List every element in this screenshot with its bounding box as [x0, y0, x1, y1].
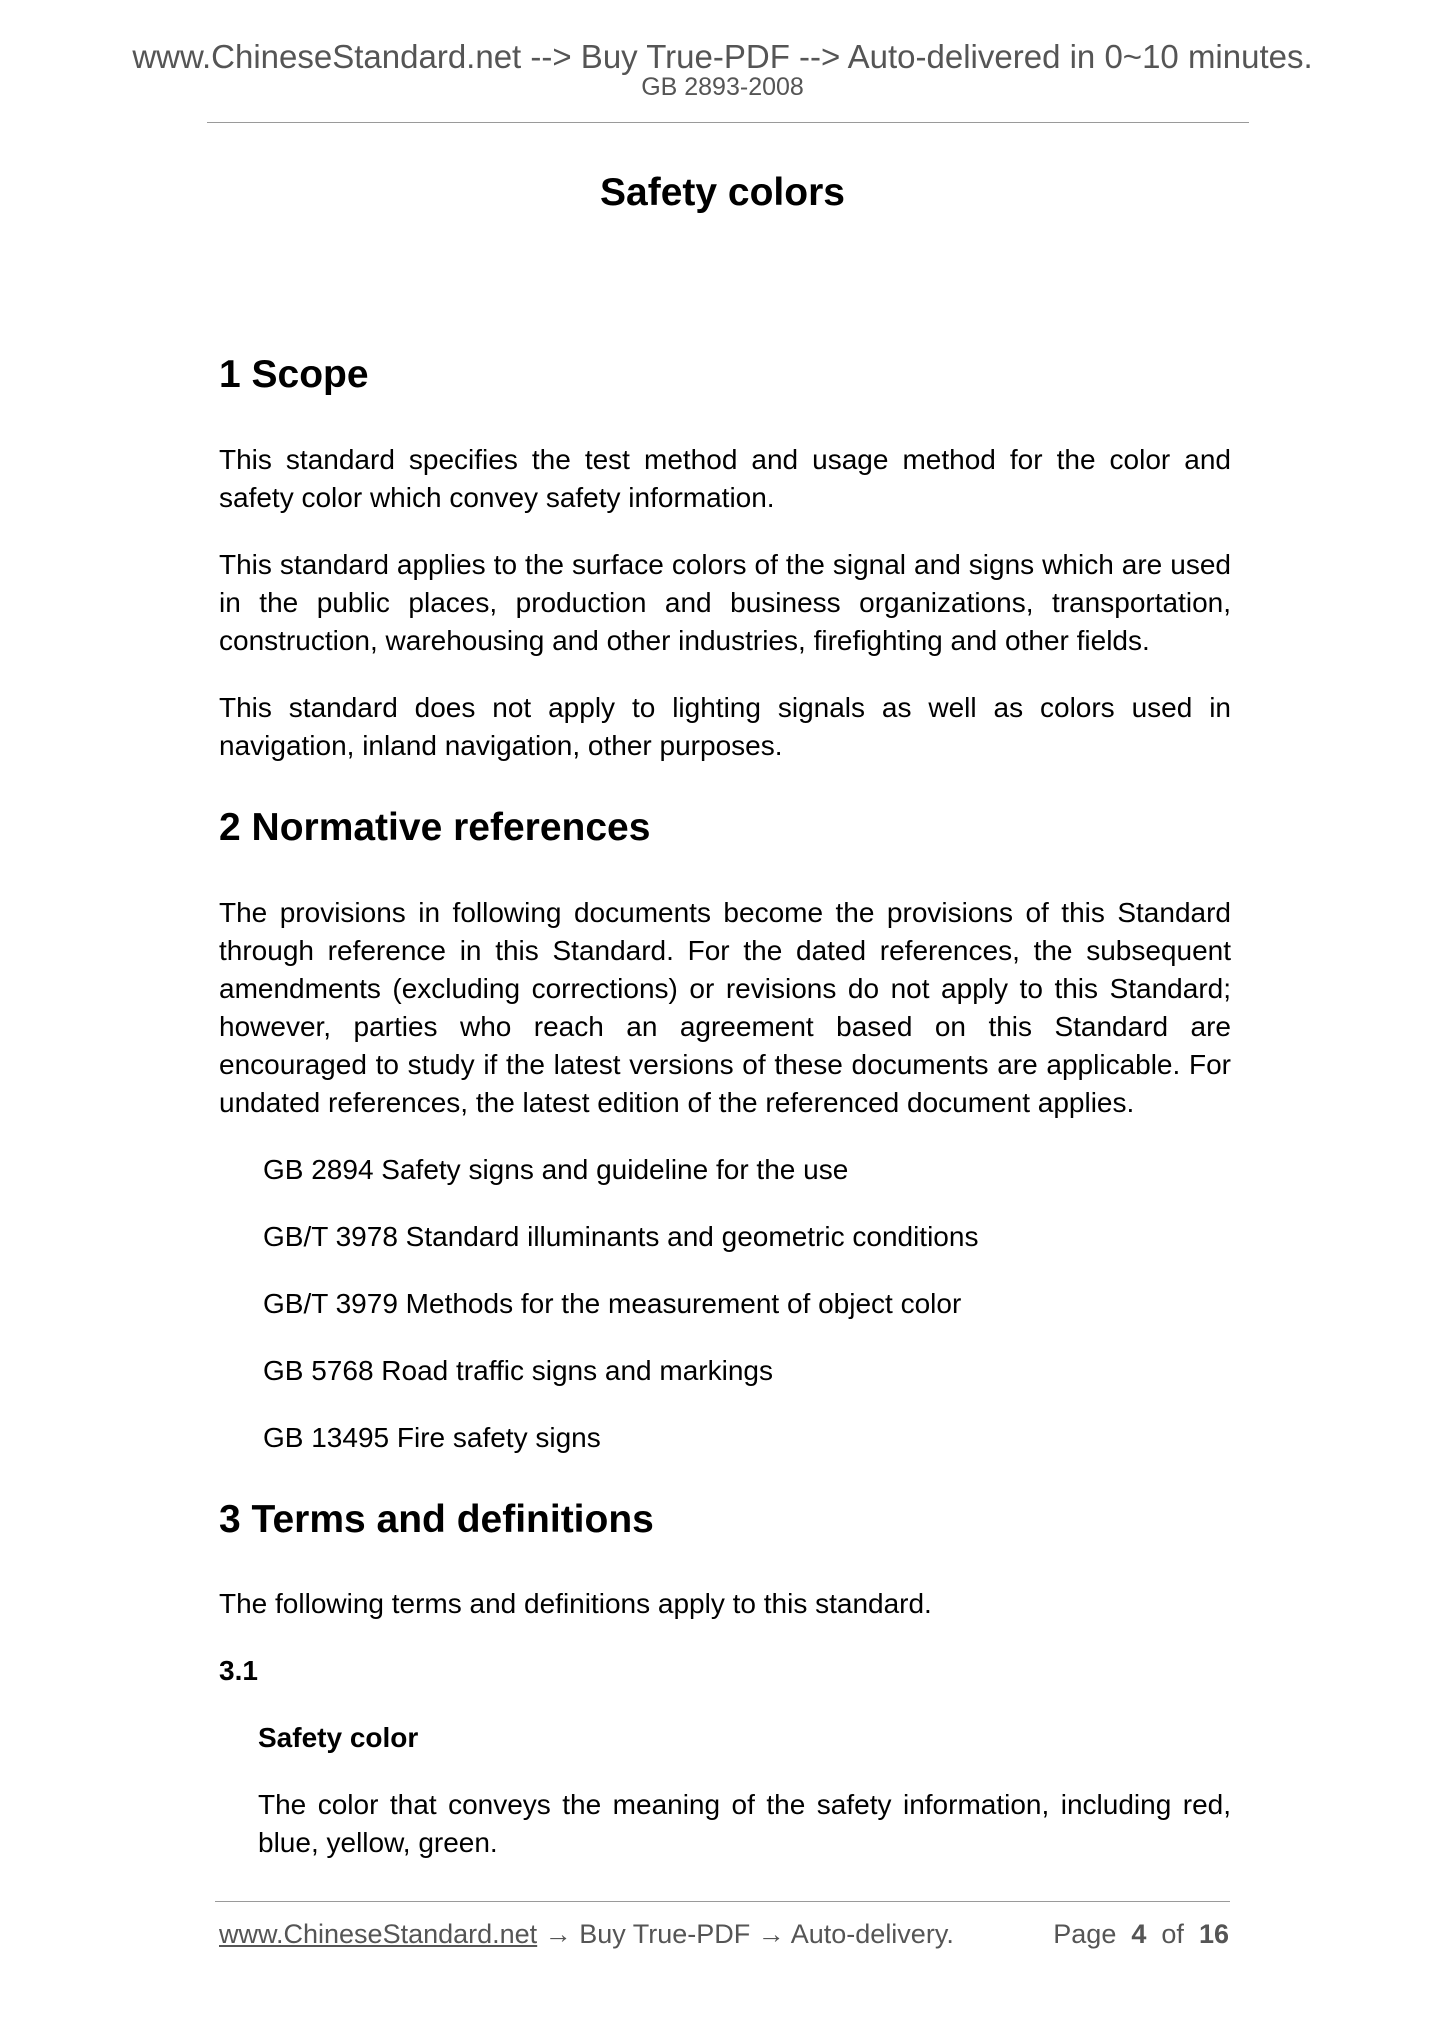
page-label: Page: [1053, 1919, 1117, 1949]
footer-divider: [215, 1901, 1230, 1902]
term-definition: The color that conveys the meaning of the safety information, including red, blue, yellow, green.: [258, 1789, 1231, 1859]
reference-item: GB/T 3979 Methods for the measurement of object color: [263, 1287, 962, 1319]
terms-intro-paragraph: The following terms and definitions apply to this standard.: [219, 1588, 932, 1620]
scope-paragraph: This standard specifies the test method and usage method for the color and safety color which convey safety information.: [219, 443, 1231, 513]
section-heading-normative-references: 2 Normative references: [219, 805, 651, 849]
reference-item: GB 5768 Road traffic signs and markings: [263, 1354, 773, 1386]
header-divider: [207, 122, 1249, 123]
scope-paragraph: This standard applies to the surface colors of the signal and signs which are used in the public places, production and business organizations, transportation, construction, warehousing and other industries, firefighting and other fields.: [219, 548, 1231, 656]
term-name: Safety color: [258, 1722, 419, 1754]
page-total: 16: [1198, 1919, 1229, 1949]
document-body: [219, 352, 1231, 1891]
scope-paragraph: This standard does not apply to lighting signals as well as colors used in navigation, inland navigation, other purposes.: [219, 691, 1231, 761]
page-current: 4: [1131, 1919, 1147, 1949]
normative-intro-paragraph: The provisions in following documents become the provisions of this Standard through reference in this Standard. For the dated references, the subsequent amendments (excluding corrections) or revisions do not apply to this Standard; however, parties who reach an agreement based on this Standard are encouraged to study if the latest versions of these documents are applicable. For undated references, the latest edition of the referenced document applies.: [219, 896, 1231, 1118]
term-number: 3.1: [219, 1655, 258, 1687]
reference-item: GB/T 3978 Standard illuminants and geometric conditions: [263, 1220, 979, 1252]
section-heading-terms: 3 Terms and definitions: [219, 1497, 654, 1541]
page-indicator: [1053, 1921, 1229, 1948]
document-id: GB 2893-2008: [641, 73, 804, 101]
header-banner: www.ChineseStandard.net --> Buy True-PDF --> Auto-delivered in 0~10 minutes.: [132, 38, 1313, 75]
footer-website-link[interactable]: www.ChineseStandard.net: [219, 1919, 538, 1949]
page-of-label: of: [1161, 1919, 1184, 1949]
reference-item: GB 13495 Fire safety signs: [263, 1421, 601, 1453]
document-title: Safety colors: [600, 171, 845, 214]
reference-item: GB 2894 Safety signs and guideline for the use: [263, 1153, 849, 1185]
section-heading-scope: 1 Scope: [219, 353, 369, 396]
page-footer: [219, 1921, 1229, 1948]
footer-tagline: → Buy True-PDF → Auto-delivery.: [537, 1919, 954, 1949]
